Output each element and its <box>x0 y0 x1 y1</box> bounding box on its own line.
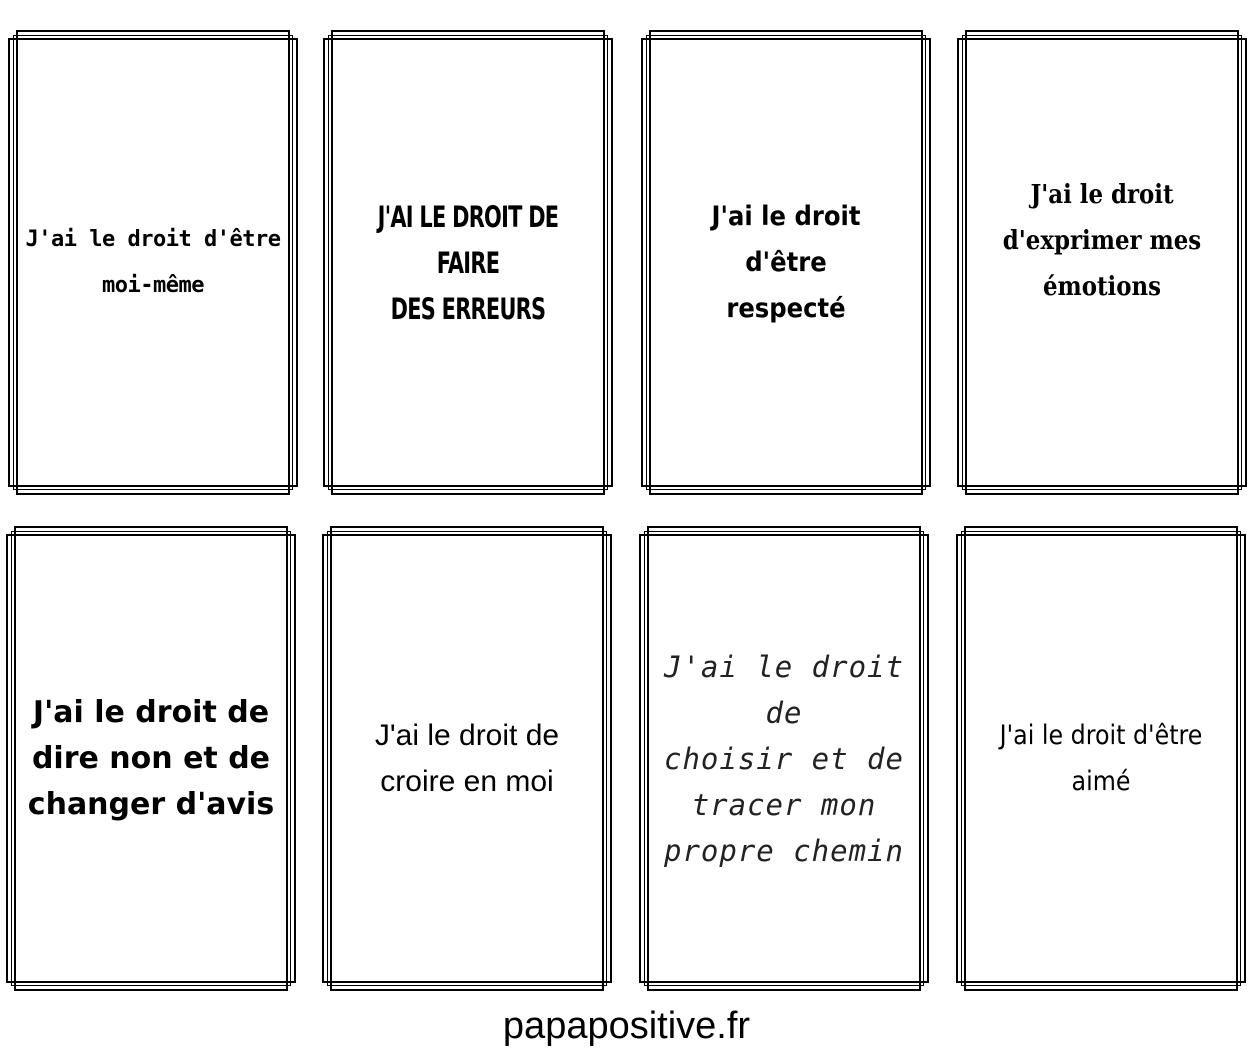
card-dire-non <box>6 526 296 991</box>
card-faire-des-erreurs <box>323 30 613 495</box>
card-text: J'ai le droit d'être respecté <box>711 200 861 324</box>
card-text: J'ai le droit de choisir et de tracer mon propre chemin <box>664 649 904 868</box>
site-footer-url: papapositive.fr <box>502 1005 751 1047</box>
card-croire-en-moi <box>322 526 612 991</box>
card-etre-respecte <box>641 30 931 495</box>
card-text: J'ai le droit de croire en moi <box>374 718 560 798</box>
card-etre-aime <box>956 526 1246 991</box>
card-text: J'ai le droit d'exprimer mes émotions <box>1002 179 1202 302</box>
card-exprimer-emotions <box>957 30 1247 495</box>
card-text: J'ai le droit d'être moi-même <box>25 226 281 298</box>
card-text: J'ai le droit de dire non et de changer d'avis <box>27 694 275 822</box>
card-text: J'AI LE DROIT DE FAIRE DES ERREURS <box>377 199 559 326</box>
card-text: J'ai le droit d'être aimé <box>999 719 1203 797</box>
card-etre-moi-meme <box>8 30 298 495</box>
card-tracer-mon-chemin <box>639 526 929 991</box>
